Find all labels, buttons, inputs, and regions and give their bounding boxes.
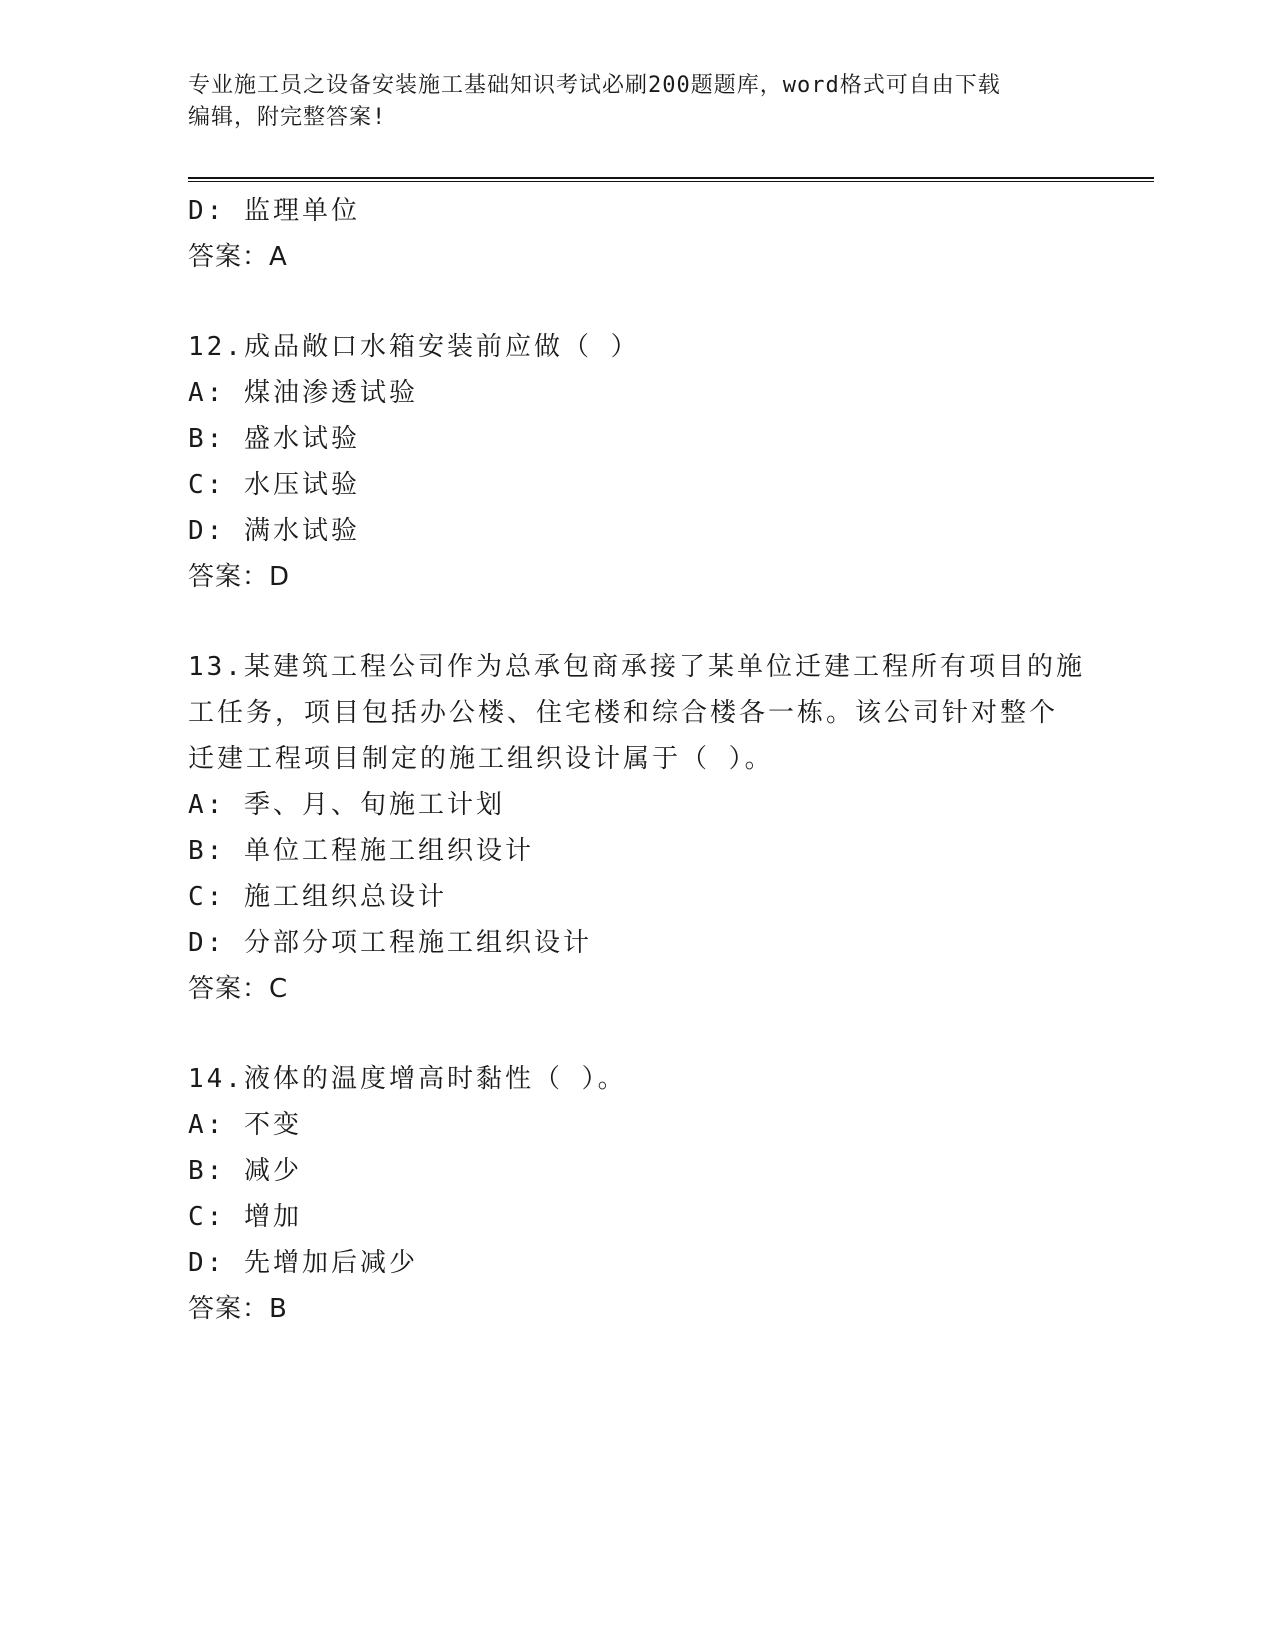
question-13	[188, 644, 1088, 1012]
question-list	[188, 188, 1088, 1376]
option-a: A: 季、月、旬施工计划	[188, 790, 505, 820]
document-header	[188, 70, 1088, 134]
answer-line: 答案：D	[188, 562, 291, 592]
question-14	[188, 1056, 1088, 1332]
question-stem-line-2: 工任务，项目包括办公楼、住宅楼和综合楼各一栋。该公司针对整个	[188, 698, 1059, 728]
option-b: B: 单位工程施工组织设计	[188, 836, 534, 866]
option-b: B: 盛水试验	[188, 424, 360, 454]
question-stem: 12.成品敞口水箱安装前应做（ ）	[188, 332, 640, 362]
option-d: D: 监理单位	[188, 196, 360, 226]
option-b: B: 减少	[188, 1156, 302, 1186]
option-a: A: 不变	[188, 1110, 302, 1140]
option-d: D: 满水试验	[188, 516, 360, 546]
option-d: D: 先增加后减少	[188, 1248, 418, 1278]
answer-line: 答案：C	[188, 974, 289, 1004]
option-d: D: 分部分项工程施工组织设计	[188, 928, 592, 958]
option-c: C: 增加	[188, 1202, 302, 1232]
answer-line: 答案：A	[188, 242, 288, 272]
question-stem-line-3: 迁建工程项目制定的施工组织设计属于（ ）。	[188, 744, 774, 774]
question-stem-line-1: 13.某建筑工程公司作为总承包商承接了某单位迁建工程所有项目的施	[188, 652, 1085, 682]
answer-line: 答案：B	[188, 1294, 288, 1324]
option-c: C: 水压试验	[188, 470, 360, 500]
question-12	[188, 324, 1088, 600]
option-c: C: 施工组织总设计	[188, 882, 447, 912]
question-stem: 14.液体的温度增高时黏性（ ）。	[188, 1064, 627, 1094]
option-a: A: 煤油渗透试验	[188, 378, 418, 408]
header-divider	[188, 177, 1154, 182]
header-line-2: 编辑，附完整答案!	[188, 105, 387, 130]
header-line-1: 专业施工员之设备安装施工基础知识考试必刷200题题库，word格式可自由下载	[188, 73, 1001, 98]
question-11-tail	[188, 188, 1088, 280]
